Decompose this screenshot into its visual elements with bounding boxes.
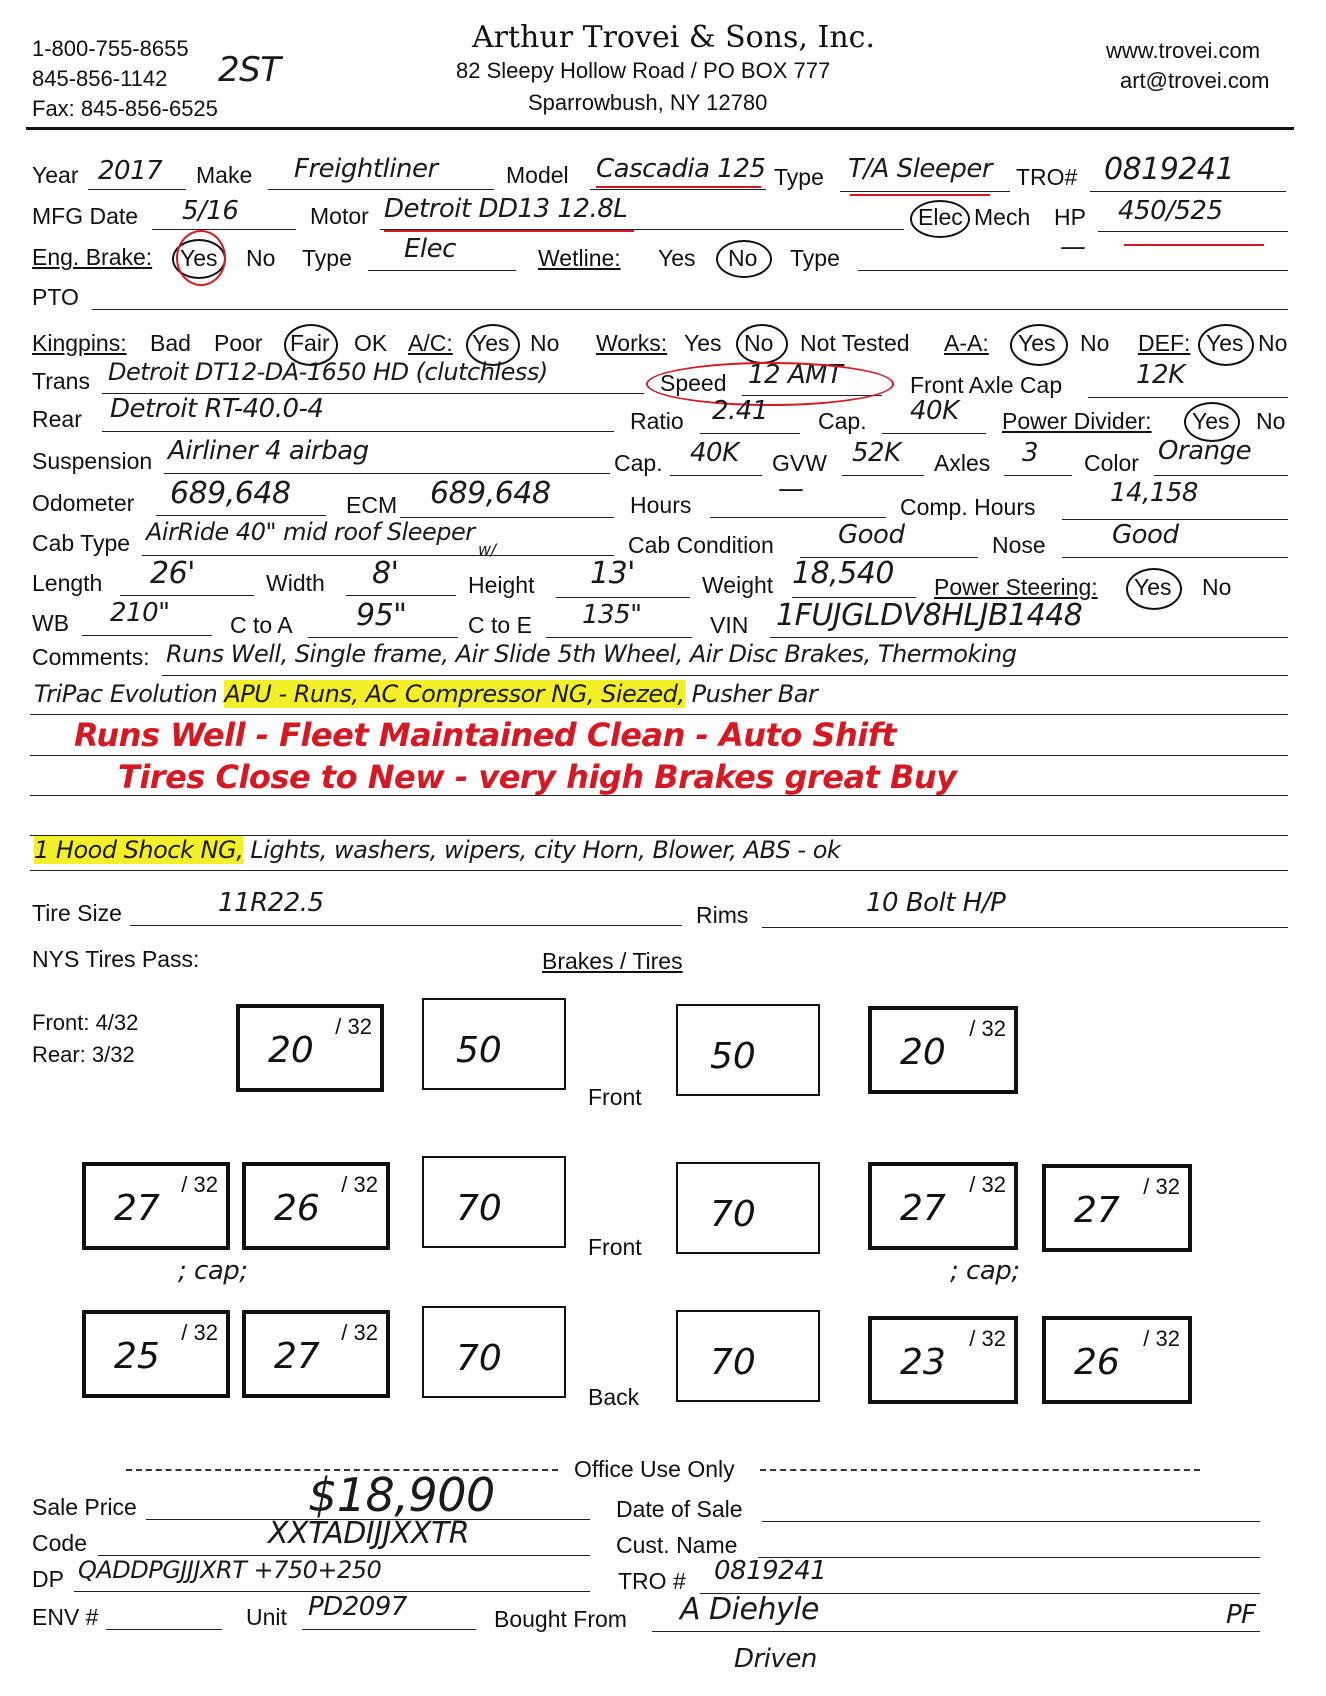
ac-label: A/C: (408, 330, 453, 356)
tire-back-left-inner[interactable] (242, 1310, 390, 1398)
kingpins-poor[interactable]: Poor (214, 330, 263, 356)
aa-label: A-A: (944, 330, 989, 356)
brake-value: 70 (456, 1338, 502, 1379)
phone-1: 1-800-755-8655 (32, 36, 189, 61)
comments-red-line-2: Tires Close to New - very high Brakes great Buy (118, 758, 957, 796)
rims-label: Rims (696, 902, 749, 928)
tire-back-right-inner[interactable] (868, 1316, 1018, 1404)
dp-value: QADDPGJJJXRT +750+250 (78, 1556, 382, 1584)
tro2-label: TRO # (618, 1568, 686, 1594)
brake-front-right[interactable] (676, 1004, 820, 1096)
cab-condition-value: Good (838, 520, 905, 550)
aa-no[interactable]: No (1080, 330, 1110, 356)
tread-depth: 27 (1074, 1190, 1120, 1231)
tire-mid-left-outer[interactable] (82, 1162, 230, 1250)
hours-value: — (778, 474, 804, 504)
comments-line-2b-highlighted: APU - Runs, AC Compressor NG, Siezed, (224, 680, 685, 708)
bought-from-value: A Diehyle (680, 1592, 820, 1627)
tread-depth: 25 (114, 1336, 160, 1377)
works-label: Works: (596, 330, 668, 356)
rear-cap-value: 40K (910, 396, 959, 426)
cab-condition-label: Cab Condition (628, 532, 774, 558)
fraction-label: / 32 (341, 1320, 378, 1345)
mech-option[interactable]: Mech (974, 204, 1031, 230)
speed-red-circle (646, 362, 894, 406)
code-label: Code (32, 1530, 87, 1556)
front-label-2: Front (588, 1234, 642, 1260)
kingpins-fair[interactable]: Fair (290, 330, 330, 356)
elec-circle (910, 200, 970, 238)
mfg-date-label: MFG Date (32, 203, 139, 229)
unit-label: Unit (246, 1604, 287, 1630)
eng-brake-red-circle (176, 230, 226, 286)
cap-note-right: ; cap; (950, 1256, 1020, 1286)
hp-value: 450/525 (1118, 196, 1223, 226)
tro-value: 0819241 (1104, 152, 1235, 187)
fraction-label: / 32 (969, 1016, 1006, 1041)
brake-value: 50 (710, 1036, 756, 1077)
fraction-label: / 32 (181, 1320, 218, 1345)
office-use-only-heading: Office Use Only (574, 1456, 735, 1482)
tread-depth: 20 (900, 1032, 946, 1073)
dp-label: DP (32, 1566, 64, 1592)
weight-value: 18,540 (792, 556, 894, 591)
eng-brake-label: Eng. Brake: (32, 244, 153, 270)
cust-name-label: Cust. Name (616, 1532, 738, 1558)
c-to-a-value: 95" (356, 598, 407, 633)
hp-red-underline (1124, 244, 1264, 246)
eng-brake-type-value: Elec (404, 234, 456, 264)
wetline-label: Wetline: (538, 245, 621, 271)
comments-line-1: Runs Well, Single frame, Air Slide 5th Wheel, Air Disc Brakes, Thermoking (166, 640, 1017, 668)
wetline-no[interactable]: No (728, 245, 758, 271)
eng-brake-no[interactable]: No (246, 245, 276, 271)
fraction-label: / 32 (181, 1172, 218, 1197)
c-to-e-label: C to E (468, 612, 532, 638)
pto-label: PTO (32, 284, 79, 310)
brake-mid-left[interactable] (422, 1156, 566, 1248)
tread-depth: 27 (274, 1336, 320, 1377)
power-steering-no[interactable]: No (1202, 574, 1232, 600)
odometer-label: Odometer (32, 490, 135, 516)
ratio-value: 2.41 (712, 396, 768, 426)
driven-note: Driven (734, 1644, 817, 1674)
phone-2: 845-856-1142 (32, 66, 168, 91)
width-label: Width (266, 570, 325, 596)
comments-red-line-1: Runs Well - Fleet Maintained Clean - Auto Shift (74, 716, 896, 754)
brake-value: 50 (456, 1030, 502, 1071)
ecm-value: 689,648 (430, 476, 551, 511)
speed-value: 12 AMT (748, 360, 843, 390)
trans-label: Trans (32, 368, 90, 394)
company-address-2: Sparrowbush, NY 12780 (528, 90, 768, 115)
def-yes-circle (1198, 324, 1254, 366)
aa-yes[interactable]: Yes (1018, 330, 1056, 356)
nys-tires-pass-label: NYS Tires Pass: (32, 946, 200, 972)
motor-red-underline (384, 230, 634, 232)
pf-initials: PF (1226, 1600, 1256, 1630)
nys-rear: Rear: 3/32 (32, 1042, 135, 1067)
tire-front-right[interactable] (868, 1006, 1018, 1094)
power-steering-label: Power Steering: (934, 574, 1098, 600)
cab-type-note: w/ (478, 540, 496, 559)
kingpins-bad[interactable]: Bad (150, 330, 191, 356)
height-label: Height (468, 572, 535, 598)
comments-line-4b: Lights, washers, wipers, city Horn, Blower, ABS - ok (243, 836, 841, 864)
brake-mid-right[interactable] (676, 1162, 820, 1254)
hours-label: Hours (630, 492, 692, 518)
comments-line-2a: TriPac Evolution (34, 680, 225, 708)
motor-label: Motor (310, 203, 369, 229)
tire-size-value: 11R22.5 (218, 888, 324, 918)
width-value: 8' (372, 556, 399, 591)
tire-front-left[interactable] (236, 1004, 384, 1092)
color-label: Color (1084, 450, 1139, 476)
fax-number: Fax: 845-856-6525 (32, 96, 218, 121)
vin-label: VIN (710, 612, 749, 638)
code-value: XXTADIJJXXTR (268, 1516, 470, 1551)
tro-label: TRO# (1016, 164, 1078, 190)
brake-back-right[interactable] (676, 1310, 820, 1402)
cab-type-value: AirRide 40" mid roof Sleeper (146, 518, 475, 546)
tire-mid-right-outer[interactable] (1042, 1164, 1192, 1252)
ecm-label: ECM (346, 492, 398, 518)
power-steering-yes[interactable]: Yes (1134, 574, 1172, 600)
fraction-label: / 32 (969, 1172, 1006, 1197)
speed-label: Speed (660, 370, 727, 396)
rims-value: 10 Bolt H/P (866, 888, 1006, 918)
wetline-type-value: — (1060, 232, 1086, 262)
kingpins-label: Kingpins: (32, 330, 127, 356)
tire-mid-left-inner[interactable] (242, 1162, 390, 1250)
email: art@trovei.com (1120, 68, 1270, 93)
company-name: Arthur Trovei & Sons, Inc. (472, 20, 875, 55)
nose-value: Good (1112, 520, 1179, 550)
fraction-label: / 32 (335, 1014, 372, 1039)
length-value: 26' (150, 556, 195, 591)
bought-from-label: Bought From (494, 1606, 627, 1632)
odometer-value: 689,648 (170, 476, 291, 511)
ac-no[interactable]: No (530, 330, 560, 356)
type-red-underline (850, 194, 990, 196)
motor-value: Detroit DD13 12.8L (384, 194, 628, 224)
trans-value: Detroit DT12-DA-1650 HD (clutchless) (108, 358, 548, 386)
tire-back-left-outer[interactable] (82, 1310, 230, 1398)
ratio-label: Ratio (630, 408, 684, 434)
suspension-cap-label: Cap. (614, 450, 663, 476)
model-value: Cascadia 125 (596, 154, 766, 184)
brake-value: 70 (710, 1342, 756, 1383)
wb-label: WB (32, 610, 70, 636)
fraction-label: / 32 (969, 1326, 1006, 1351)
aa-yes-circle (1010, 324, 1068, 366)
office-divider-right (760, 1469, 1200, 1471)
back-label: Back (588, 1384, 640, 1410)
tire-back-right-outer[interactable] (1042, 1316, 1192, 1404)
works-not-tested[interactable]: Not Tested (800, 330, 910, 356)
header-divider (26, 127, 1294, 130)
kingpins-ok[interactable]: OK (354, 330, 388, 356)
sale-price-label: Sale Price (32, 1494, 137, 1520)
comp-hours-value: 14,158 (1110, 478, 1198, 508)
power-divider-yes[interactable]: Yes (1192, 408, 1230, 434)
works-no-circle (736, 324, 788, 364)
mfg-date-value: 5/16 (182, 196, 239, 226)
cap-note-left: ; cap; (178, 1256, 248, 1286)
tire-size-label: Tire Size (32, 900, 122, 926)
model-red-underline (596, 186, 761, 188)
tire-mid-right-inner[interactable] (868, 1162, 1018, 1250)
eng-brake-type-label: Type (302, 245, 352, 271)
height-value: 13' (590, 556, 635, 591)
sale-price-value: $18,900 (308, 1468, 495, 1522)
front-axle-cap-label: Front Axle Cap (910, 372, 1063, 398)
company-address-1: 82 Sleepy Hollow Road / PO BOX 777 (456, 58, 831, 83)
wetline-type-label: Type (790, 245, 840, 271)
wetline-no-circle (716, 240, 772, 278)
unit-value: PD2097 (308, 1592, 407, 1622)
eng-brake-yes[interactable]: Yes (180, 245, 218, 271)
brake-front-left[interactable] (422, 998, 566, 1090)
tread-depth: 26 (1074, 1342, 1120, 1383)
c-to-e-value: 135" (582, 600, 642, 630)
comments-label: Comments: (32, 644, 150, 670)
website: www.trovei.com (1106, 38, 1261, 63)
hp-label: HP (1054, 204, 1086, 230)
tread-depth: 26 (274, 1188, 320, 1229)
tread-depth: 27 (900, 1188, 946, 1229)
tro2-value: 0819241 (714, 1556, 827, 1586)
axles-label: Axles (934, 450, 991, 476)
tread-depth: 20 (268, 1030, 314, 1071)
comments-line-4a-highlighted: 1 Hood Shock NG, (34, 836, 244, 864)
fraction-label: / 32 (341, 1172, 378, 1197)
color-value: Orange (1158, 436, 1252, 466)
date-of-sale-label: Date of Sale (616, 1496, 743, 1522)
nys-front: Front: 4/32 (32, 1010, 139, 1035)
axles-value: 3 (1022, 438, 1039, 468)
wb-value: 210" (110, 598, 170, 628)
rear-label: Rear (32, 406, 82, 432)
nose-label: Nose (992, 532, 1046, 558)
def-no[interactable]: No (1258, 330, 1288, 356)
type-value: T/A Sleeper (848, 154, 993, 184)
suspension-value: Airliner 4 airbag (168, 436, 369, 466)
tread-depth: 27 (114, 1188, 160, 1229)
year-value: 2017 (98, 156, 163, 186)
weight-label: Weight (702, 572, 774, 598)
def-yes[interactable]: Yes (1206, 330, 1244, 356)
comp-hours-label: Comp. Hours (900, 494, 1036, 520)
year-label: Year (32, 162, 79, 188)
brake-value: 70 (456, 1188, 502, 1229)
comments-line-2c: Pusher Bar (684, 680, 818, 708)
cab-type-label: Cab Type (32, 530, 131, 556)
rear-value: Detroit RT-40.0-4 (110, 394, 324, 424)
brakes-tires-heading: Brakes / Tires (542, 948, 683, 974)
tread-depth: 23 (900, 1342, 946, 1383)
power-steering-yes-circle (1126, 568, 1182, 610)
length-label: Length (32, 570, 103, 596)
comments-line-4 (34, 836, 840, 864)
vin-value: 1FUJGLDV8HLJB1448 (776, 598, 1083, 633)
model-label: Model (506, 162, 569, 188)
works-no[interactable]: No (744, 330, 774, 356)
works-yes[interactable]: Yes (684, 330, 722, 356)
suspension-label: Suspension (32, 448, 153, 474)
type-label: Type (774, 164, 824, 190)
fraction-label: / 32 (1143, 1174, 1180, 1199)
handwritten-note: 2ST (218, 50, 281, 90)
def-label: DEF: (1138, 330, 1191, 356)
front-label-1: Front (588, 1084, 642, 1110)
wetline-yes[interactable]: Yes (658, 245, 696, 271)
power-divider-no[interactable]: No (1256, 408, 1286, 434)
gvw-value: 52K (852, 438, 901, 468)
suspension-cap-value: 40K (690, 438, 739, 468)
comments-line-2 (34, 680, 817, 708)
brake-value: 70 (710, 1194, 756, 1235)
c-to-a-label: C to A (230, 612, 293, 638)
elec-option[interactable]: Elec (918, 204, 963, 230)
make-label: Make (196, 162, 253, 188)
fraction-label: / 32 (1143, 1326, 1180, 1351)
brake-back-left[interactable] (422, 1306, 566, 1398)
gvw-label: GVW (772, 450, 827, 476)
front-axle-cap-value: 12K (1136, 360, 1185, 390)
rear-cap-label: Cap. (818, 408, 867, 434)
make-value: Freightliner (294, 154, 438, 184)
ac-yes[interactable]: Yes (472, 330, 510, 356)
power-divider-label: Power Divider: (1002, 408, 1152, 434)
env-label: ENV # (32, 1604, 99, 1630)
